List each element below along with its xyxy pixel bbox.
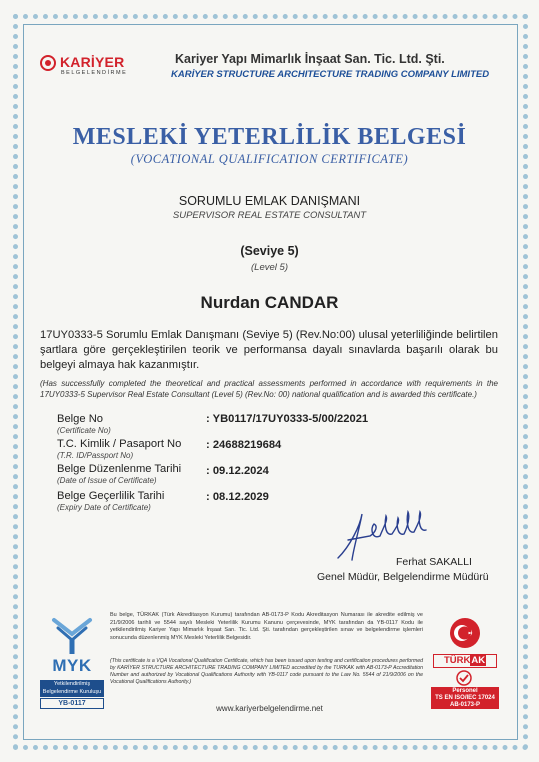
logo-word: KARİYER xyxy=(60,54,125,70)
turkak-label-b: AK xyxy=(471,655,486,666)
myk-emblem-icon xyxy=(40,614,104,656)
accreditation-statement-en: (This certificate is a VQA Vocational Qualification Certificate, which has been issued upon testing and certification procedures performed by KARİYER STRUCTURE ARCHITECTURE TRADING COMPANY LIMITED accredited by the TURKAK with AB-0173-P Accreditation Number and authorized by Vocational Qualifications Authority with YB-0117 code pursuant to the Law No. 5544 of 21/9/2006 on the Vocational Qualifications Authority.) xyxy=(110,658,423,685)
company-name-tr: Kariyer Yapı Mimarlık İnşaat San. Tic. Ltd. Şti. xyxy=(175,52,445,66)
level-tr: (Seviye 5) xyxy=(240,244,299,258)
turkak-band-line2: TS EN ISO/IEC 17024 xyxy=(435,695,495,701)
qualification-en: SUPERVISOR REAL ESTATE CONSULTANT xyxy=(172,210,367,221)
myk-band-line2: Belgelendirme Kuruluşu xyxy=(42,688,102,695)
expiry-date-label: Belge Geçerlilik Tarihi xyxy=(57,490,165,502)
myk-code: YB-0117 xyxy=(40,698,104,709)
myk-logo xyxy=(40,614,104,710)
expiry-date-value: : 08.12.2029 xyxy=(206,491,269,503)
issue-date-value: : 09.12.2024 xyxy=(206,465,269,477)
turkish-flag-icon xyxy=(431,614,499,652)
company-name-en: KARİYER STRUCTURE ARCHITECTURE TRADING COMPANY LIMITED xyxy=(171,69,490,80)
holder-name: Nurdan CANDAR xyxy=(200,293,339,312)
logo-subtitle: BELGELENDİRME xyxy=(61,70,128,76)
logo-mark-icon xyxy=(40,55,56,71)
myk-band xyxy=(40,680,104,697)
qualification-tr: SORUMLU EMLAK DANIŞMANI xyxy=(178,194,361,208)
signer-title: Genel Müdür, Belgelendirme Müdürü xyxy=(317,571,489,583)
expiry-date-sublabel: (Expiry Date of Certificate) xyxy=(57,503,151,512)
issue-date-sublabel: (Date of Issue of Certificate) xyxy=(57,476,157,485)
certificate-statement-tr: 17UY0333-5 Sorumlu Emlak Danışmanı (Seviye 5) (Rev.No:00) ulusal yeterliliğinde belirtilen şartlara göre gerçekleştirilen teorik ve performansa dayalı sınavlarda başarılı olarak bu belgeyi almaya hak kazanmıştır. xyxy=(40,329,498,371)
certificate-subtitle: (VOCATIONAL QUALIFICATION CERTIFICATE) xyxy=(130,152,409,166)
turkak-logo xyxy=(431,614,499,710)
certificate-title: MESLEKİ YETERLİLİK BELGESİ xyxy=(72,124,467,150)
turkak-band xyxy=(431,687,499,709)
turkak-band-line1: Personel xyxy=(452,688,478,694)
certificate-no-label: Belge No xyxy=(57,413,104,425)
myk-band-line1: Yetkilendirilmiş xyxy=(53,681,91,687)
issue-date-label: Belge Düzenlenme Tarihi xyxy=(57,463,182,475)
id-no-label: T.C. Kimlik / Pasaport No xyxy=(57,438,182,450)
signer-name: Ferhat SAKALLI xyxy=(396,556,472,568)
turkak-band-line3: AB-0173-P xyxy=(449,702,480,708)
turkak-label-a: TÜRK xyxy=(443,655,471,666)
turkak-label xyxy=(433,654,497,668)
certificate-no-sublabel: (Certificate No) xyxy=(57,426,111,435)
myk-wordmark: MYK xyxy=(52,656,92,675)
certificate-statement-en: (Has successfully completed the theoretical and practical assessments performed in accordance with requirements in the 17UY0333-5 Supervisor Real Estate Consultant (Level 5) (Rev.No: 00) national qualification and is awarded this certificate.) xyxy=(40,379,498,399)
certificate-no-value: : YB0117/17UY0333-5/00/22021 xyxy=(206,413,369,425)
accreditation-statement-tr: Bu belge, TÜRKAK (Türk Akreditasyon Kurumu) tarafından AB-0173-P Kodu Akreditasyon Numarası ile akredite edilmiş ve 21/9/2006 tarihli ve 5544 sayılı Mesleki Yeterlilik Kurumu Kanunu çerçevesinde, MYK tarafından da YB-0117 Kodu ile yetkilendirilmiş Kariyer Yapı Mimarlık İnşaat San. Tic. Ltd. Şti. tarafından gerçekleştirilen sınav ve belgelendirme işlemleri sonucunda düzenlenmiş MYK Mesleki Yeterlilik Belgesidir. xyxy=(110,612,423,641)
level-en: (Level 5) xyxy=(251,262,288,273)
id-no-sublabel: (T.R. ID/Passport No) xyxy=(57,451,134,460)
id-no-value: : 24688219684 xyxy=(206,439,282,451)
checkmark-icon xyxy=(452,670,476,686)
website-link[interactable]: www.kariyerbelgelendirme.net xyxy=(216,704,323,713)
